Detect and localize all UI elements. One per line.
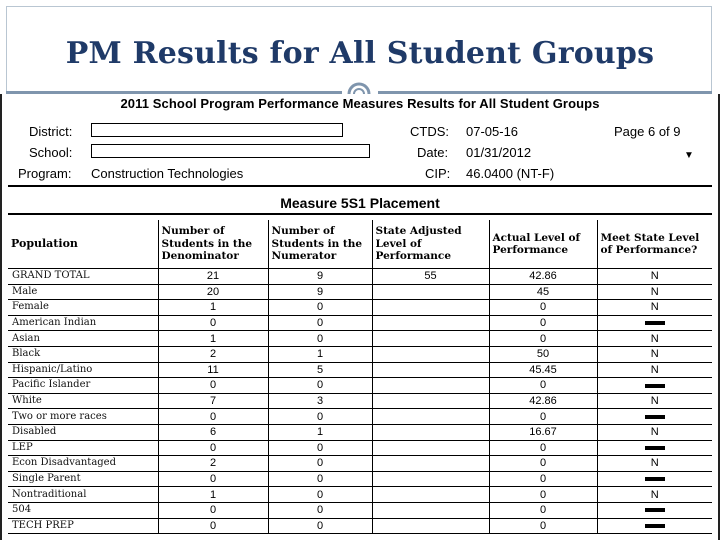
dash-mark (645, 508, 665, 512)
table-row (8, 300, 712, 316)
actual-cell: 0 (489, 331, 597, 347)
table-row (8, 362, 712, 378)
actual-cell: 16.67 (489, 424, 597, 440)
numerator-cell: 0 (268, 331, 372, 347)
numerator-cell: 0 (268, 471, 372, 487)
population-cell: Econ Disadvantaged (8, 456, 158, 472)
numerator-cell: 0 (268, 440, 372, 456)
slide-title: PM Results for All Student Groups (65, 36, 655, 71)
state-level-cell (372, 362, 489, 378)
population-cell: Asian (8, 331, 158, 347)
table-row (8, 331, 712, 347)
table-row (8, 518, 712, 534)
actual-cell: 0 (489, 456, 597, 472)
population-cell: American Indian (8, 315, 158, 331)
program-value: Construction Technologies (91, 166, 244, 181)
district-label: District: (29, 124, 73, 139)
dash-mark (645, 415, 665, 419)
denominator-cell: 20 (158, 284, 268, 300)
actual-cell: 0 (489, 378, 597, 394)
ctds-label: CTDS: (410, 124, 449, 139)
denominator-cell: 0 (158, 471, 268, 487)
actual-cell: 50 (489, 346, 597, 362)
meet-cell (597, 315, 712, 331)
numerator-cell: 9 (268, 284, 372, 300)
denominator-cell: 6 (158, 424, 268, 440)
meet-cell (597, 378, 712, 394)
dash-mark (645, 321, 665, 325)
population-cell: GRAND TOTAL (8, 269, 158, 285)
actual-cell: 0 (489, 502, 597, 518)
meet-cell: N (597, 393, 712, 409)
population-cell: 504 (8, 502, 158, 518)
denominator-cell: 2 (158, 346, 268, 362)
report-document (0, 94, 720, 540)
table-row (8, 456, 712, 472)
meet-cell: N (597, 284, 712, 300)
table-row (8, 393, 712, 409)
meet-cell (597, 440, 712, 456)
state-level-cell: 55 (372, 269, 489, 285)
meet-cell (597, 502, 712, 518)
state-level-cell (372, 471, 489, 487)
meet-cell (597, 471, 712, 487)
meet-cell (597, 409, 712, 425)
state-level-cell (372, 456, 489, 472)
column-header: Number of Students in the Denominator (158, 220, 268, 269)
population-cell: White (8, 393, 158, 409)
population-cell: Pacific Islander (8, 378, 158, 394)
denominator-cell: 0 (158, 502, 268, 518)
numerator-cell: 0 (268, 502, 372, 518)
doc-left-edge (0, 94, 2, 540)
numerator-cell: 0 (268, 487, 372, 503)
population-cell: Female (8, 300, 158, 316)
cip-value: 46.0400 (NT-F) (466, 166, 555, 181)
population-cell: TECH PREP (8, 518, 158, 534)
numerator-cell: 0 (268, 409, 372, 425)
numerator-cell: 0 (268, 315, 372, 331)
dash-mark (645, 524, 665, 528)
header-divider (8, 185, 712, 187)
meet-cell: N (597, 346, 712, 362)
meet-cell: N (597, 456, 712, 472)
population-cell: LEP (8, 440, 158, 456)
denominator-cell: 21 (158, 269, 268, 285)
state-level-cell (372, 300, 489, 316)
column-header: Actual Level of Performance (489, 220, 597, 269)
actual-cell: 42.86 (489, 393, 597, 409)
numerator-cell: 0 (268, 378, 372, 394)
dash-mark (645, 477, 665, 481)
table-row (8, 378, 712, 394)
state-level-cell (372, 502, 489, 518)
denominator-cell: 0 (158, 378, 268, 394)
denominator-cell: 7 (158, 393, 268, 409)
population-cell: Black (8, 346, 158, 362)
state-level-cell (372, 315, 489, 331)
state-level-cell (372, 440, 489, 456)
numerator-cell: 3 (268, 393, 372, 409)
meet-cell (597, 518, 712, 534)
denominator-cell: 0 (158, 315, 268, 331)
state-level-cell (372, 284, 489, 300)
denominator-cell: 1 (158, 487, 268, 503)
actual-cell: 0 (489, 315, 597, 331)
actual-cell: 42.86 (489, 269, 597, 285)
meet-cell: N (597, 362, 712, 378)
dash-mark (645, 384, 665, 388)
state-level-cell (372, 378, 489, 394)
population-cell: Disabled (8, 424, 158, 440)
actual-cell: 0 (489, 440, 597, 456)
state-level-cell (372, 331, 489, 347)
column-header: State Adjusted Level of Performance (372, 220, 489, 269)
date-label: Date: (417, 145, 449, 160)
table-header-row (8, 220, 712, 269)
denominator-cell: 1 (158, 300, 268, 316)
denominator-cell: 0 (158, 440, 268, 456)
numerator-cell: 0 (268, 300, 372, 316)
actual-cell: 0 (489, 518, 597, 534)
date-value: 01/31/2012 (466, 145, 532, 160)
numerator-cell: 1 (268, 346, 372, 362)
denominator-cell: 0 (158, 409, 268, 425)
column-header: Meet State Level of Performance? (597, 220, 712, 269)
table-row (8, 487, 712, 503)
state-level-cell (372, 346, 489, 362)
numerator-cell: 0 (268, 456, 372, 472)
meet-cell: N (597, 487, 712, 503)
table-row (8, 502, 712, 518)
numerator-cell: 5 (268, 362, 372, 378)
report-title: 2011 School Program Performance Measures Results for All Student Groups (120, 96, 600, 111)
table-row (8, 471, 712, 487)
school-label: School: (29, 145, 73, 160)
column-header: Population (8, 220, 158, 269)
page-indicator: Page 6 of 9 (614, 124, 681, 139)
table-row (8, 440, 712, 456)
results-table (8, 220, 712, 534)
actual-cell: 0 (489, 487, 597, 503)
meet-cell: N (597, 300, 712, 316)
meet-cell: N (597, 331, 712, 347)
dash-mark (645, 446, 665, 450)
state-level-cell (372, 518, 489, 534)
population-cell: Male (8, 284, 158, 300)
measure-divider (8, 213, 712, 215)
actual-cell: 0 (489, 471, 597, 487)
district-field (91, 123, 343, 137)
population-cell: Two or more races (8, 409, 158, 425)
numerator-cell: 0 (268, 518, 372, 534)
numerator-cell: 1 (268, 424, 372, 440)
caret-down-icon[interactable]: ▼ (684, 150, 694, 161)
population-cell: Nontraditional (8, 487, 158, 503)
state-level-cell (372, 409, 489, 425)
table-row (8, 346, 712, 362)
school-field (91, 144, 370, 158)
actual-cell: 0 (489, 409, 597, 425)
ctds-value: 07-05-16 (466, 124, 519, 139)
cip-label: CIP: (425, 166, 451, 181)
meet-cell: N (597, 424, 712, 440)
meet-cell: N (597, 269, 712, 285)
state-level-cell (372, 393, 489, 409)
denominator-cell: 2 (158, 456, 268, 472)
actual-cell: 45 (489, 284, 597, 300)
column-header: Number of Students in the Numerator (268, 220, 372, 269)
actual-cell: 45.45 (489, 362, 597, 378)
table-row (8, 409, 712, 425)
actual-cell: 0 (489, 300, 597, 316)
state-level-cell (372, 424, 489, 440)
population-cell: Single Parent (8, 471, 158, 487)
table-row (8, 269, 712, 285)
program-label: Program: (18, 166, 72, 181)
table-row (8, 315, 712, 331)
denominator-cell: 11 (158, 362, 268, 378)
denominator-cell: 1 (158, 331, 268, 347)
measure-title: Measure 5S1 Placement (280, 195, 440, 211)
numerator-cell: 9 (268, 269, 372, 285)
state-level-cell (372, 487, 489, 503)
population-cell: Hispanic/Latino (8, 362, 158, 378)
table-row (8, 424, 712, 440)
denominator-cell: 0 (158, 518, 268, 534)
table-row (8, 284, 712, 300)
